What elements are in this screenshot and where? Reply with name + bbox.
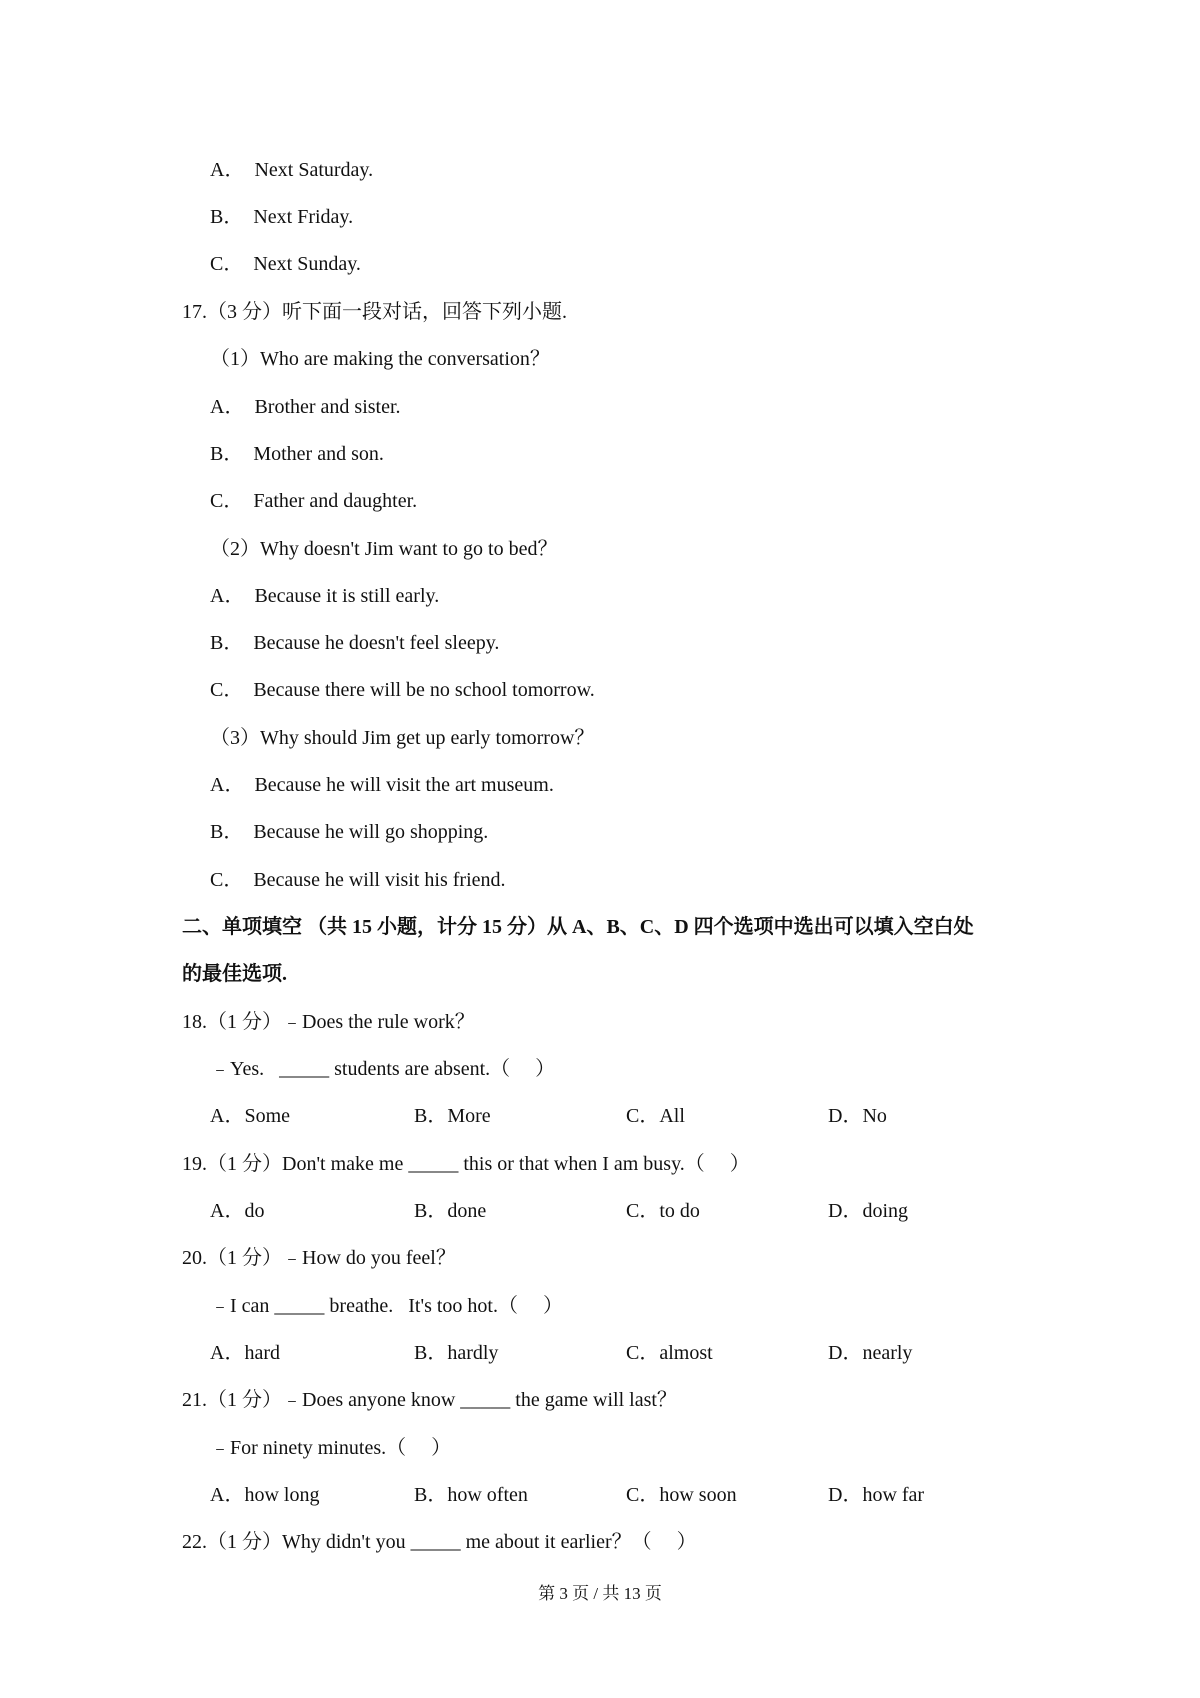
q18-option: B．More [414, 1105, 491, 1127]
q21-option: D．how far [828, 1484, 925, 1506]
q21-option: B．how often [414, 1484, 528, 1506]
q17-sub1-option-b: B． Mother and son. [210, 443, 384, 465]
q17-sub3-question: （3）Why should Jim get up early tomorrow？ [210, 727, 595, 749]
q20-option: A．hard [210, 1342, 280, 1364]
q17-sub2-option-a: A． Because it is still early. [210, 585, 440, 607]
q18-option: A．Some [210, 1105, 290, 1127]
q17-sub2-option-b: B． Because he doesn't feel sleepy. [210, 632, 500, 654]
q18-option: D．No [828, 1105, 887, 1127]
section-2-heading-cont: 的最佳选项. [182, 963, 287, 985]
q17-sub2-question: （2）Why doesn't Jim want to go to bed？ [210, 538, 558, 560]
q20-answer-line: ﹣I can _____ breathe. It's too hot.（ ） [210, 1295, 563, 1317]
q19-option: C．to do [626, 1200, 700, 1222]
q18-answer-line: ﹣Yes. _____ students are absent.（ ） [210, 1058, 556, 1080]
q19-option: B．done [414, 1200, 487, 1222]
q18-question: 18.（1 分）﹣Does the rule work？ [182, 1011, 475, 1033]
q17-sub1-option-c: C． Father and daughter. [210, 490, 418, 512]
q17-sub3-option-b: B． Because he will go shopping. [210, 821, 489, 843]
q20-question: 20.（1 分）﹣How do you feel？ [182, 1247, 456, 1269]
q21-answer-line: ﹣For ninety minutes.（ ） [210, 1437, 452, 1459]
q17-sub3-option-a: A． Because he will visit the art museum. [210, 774, 554, 796]
q16-option-b: B． Next Friday. [210, 206, 354, 228]
q17-title: 17.（3 分）听下面一段对话，回答下列小题. [182, 301, 567, 323]
q21-question: 21.（1 分）﹣Does anyone know _____ the game will last？ [182, 1389, 677, 1411]
section-2-heading: 二、单项填空 （共 15 小题，计分 15 分）从 A、B、C、D 四个选项中选出可以填入空白处 [182, 916, 974, 938]
q17-sub3-option-c: C． Because he will visit his friend. [210, 869, 506, 891]
q20-option: B．hardly [414, 1342, 499, 1364]
q17-sub2-option-c: C． Because there will be no school tomorrow. [210, 679, 595, 701]
q22-question: 22.（1 分）Why didn't you _____ me about it earlier？（ ） [182, 1531, 697, 1553]
q17-sub1-question: （1）Who are making the conversation？ [210, 348, 550, 370]
q20-option: D．nearly [828, 1342, 913, 1364]
q16-option-a: A． Next Saturday. [210, 159, 374, 181]
q19-question: 19.（1 分）Don't make me _____ this or that when I am busy.（ ） [182, 1153, 750, 1175]
q21-option: C．how soon [626, 1484, 737, 1506]
q20-option: C．almost [626, 1342, 713, 1364]
q21-option: A．how long [210, 1484, 320, 1506]
q17-sub1-option-a: A． Brother and sister. [210, 396, 401, 418]
page-footer: 第 3 页 / 共 13 页 [538, 1584, 662, 1603]
q16-option-c: C． Next Sunday. [210, 253, 361, 275]
q19-option: A．do [210, 1200, 265, 1222]
q19-option: D．doing [828, 1200, 908, 1222]
q18-option: C．All [626, 1105, 685, 1127]
